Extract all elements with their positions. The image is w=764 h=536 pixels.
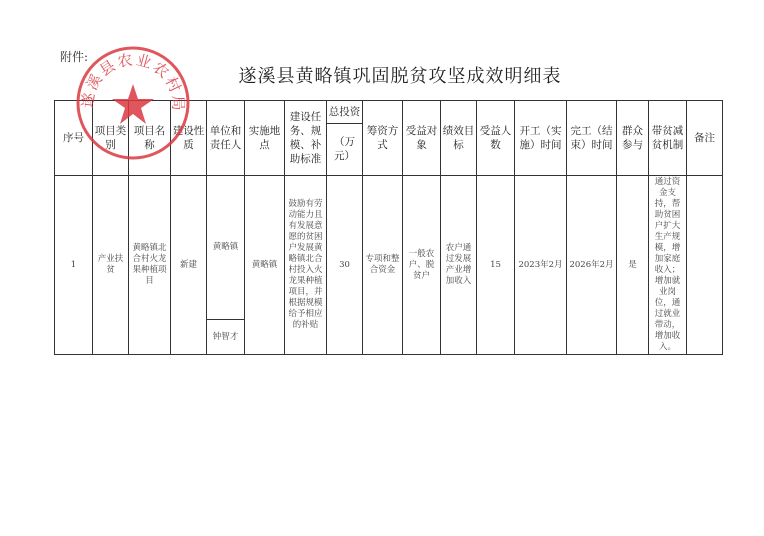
header-remark: 备注 xyxy=(687,101,723,176)
header-category: 项目类别 xyxy=(93,101,129,176)
cell-responsible-unit: 黄略镇 xyxy=(212,242,239,252)
cell-goal: 农户通过发展产业增加收入 xyxy=(441,176,477,355)
cell-name: 黄略镇北合村火龙果种植项目 xyxy=(129,176,171,355)
cell-finish: 2026年2月 xyxy=(567,176,617,355)
cell-category: 产业扶贫 xyxy=(93,176,129,355)
header-goal: 绩效目标 xyxy=(441,101,477,176)
cell-funding: 专项和整合资金 xyxy=(363,176,403,355)
cell-mechanism: 通过资金支持，帮助贫困户扩大生产规模，增加家庭收入；增加就业岗位，通过就业带动，增加收入。 xyxy=(649,176,687,355)
attachment-label: 附件: xyxy=(60,50,89,64)
page-title: 遂溪县黄略镇巩固脱贫攻坚成效明细表 xyxy=(238,66,562,87)
header-responsible: 单位和责任人 xyxy=(207,101,245,176)
cell-seq: 1 xyxy=(55,176,93,355)
cell-responsible xyxy=(207,176,245,355)
table-row xyxy=(55,176,723,355)
header-nature: 建设性质 xyxy=(171,101,207,176)
header-location: 实施地点 xyxy=(245,101,285,176)
table-header-row xyxy=(55,101,723,176)
header-count: 受益人数 xyxy=(477,101,515,176)
header-beneficiary: 受益对象 xyxy=(403,101,441,176)
header-seq: 序号 xyxy=(55,101,93,176)
header-finish: 完工（结束）时间 xyxy=(567,101,617,176)
header-funding: 筹资方式 xyxy=(363,101,403,176)
header-mechanism: 带贫减贫机制 xyxy=(649,101,687,176)
seal-text: 遂溪县农业农村局 xyxy=(78,50,188,113)
cell-content: 鼓励有劳动能力且有发展意愿的贫困户发展黄略镇北合村投入火龙果种植项目，并根据规模给予相应的补贴 xyxy=(285,176,327,355)
cell-nature: 新建 xyxy=(171,176,207,355)
header-start: 开工（实施）时间 xyxy=(515,101,567,176)
cell-location: 黄略镇 xyxy=(245,176,285,355)
cell-start: 2023年2月 xyxy=(515,176,567,355)
cell-participation: 是 xyxy=(617,176,649,355)
cell-investment: 30 xyxy=(327,176,363,355)
header-content: 建设任务、规模、补助标准 xyxy=(285,101,327,176)
header-investment xyxy=(327,101,363,176)
cell-beneficiary: 一般农户、脱贫户 xyxy=(403,176,441,355)
header-name: 项目名称 xyxy=(129,101,171,176)
cell-remark xyxy=(687,176,723,355)
header-participation: 群众参与 xyxy=(617,101,649,176)
cell-responsible-person: 钟智才 xyxy=(212,331,239,342)
header-investment-unit: （万元） xyxy=(334,136,355,162)
detail-table xyxy=(54,100,723,355)
header-investment-top: 总投资 xyxy=(327,101,362,124)
cell-count: 15 xyxy=(477,176,515,355)
